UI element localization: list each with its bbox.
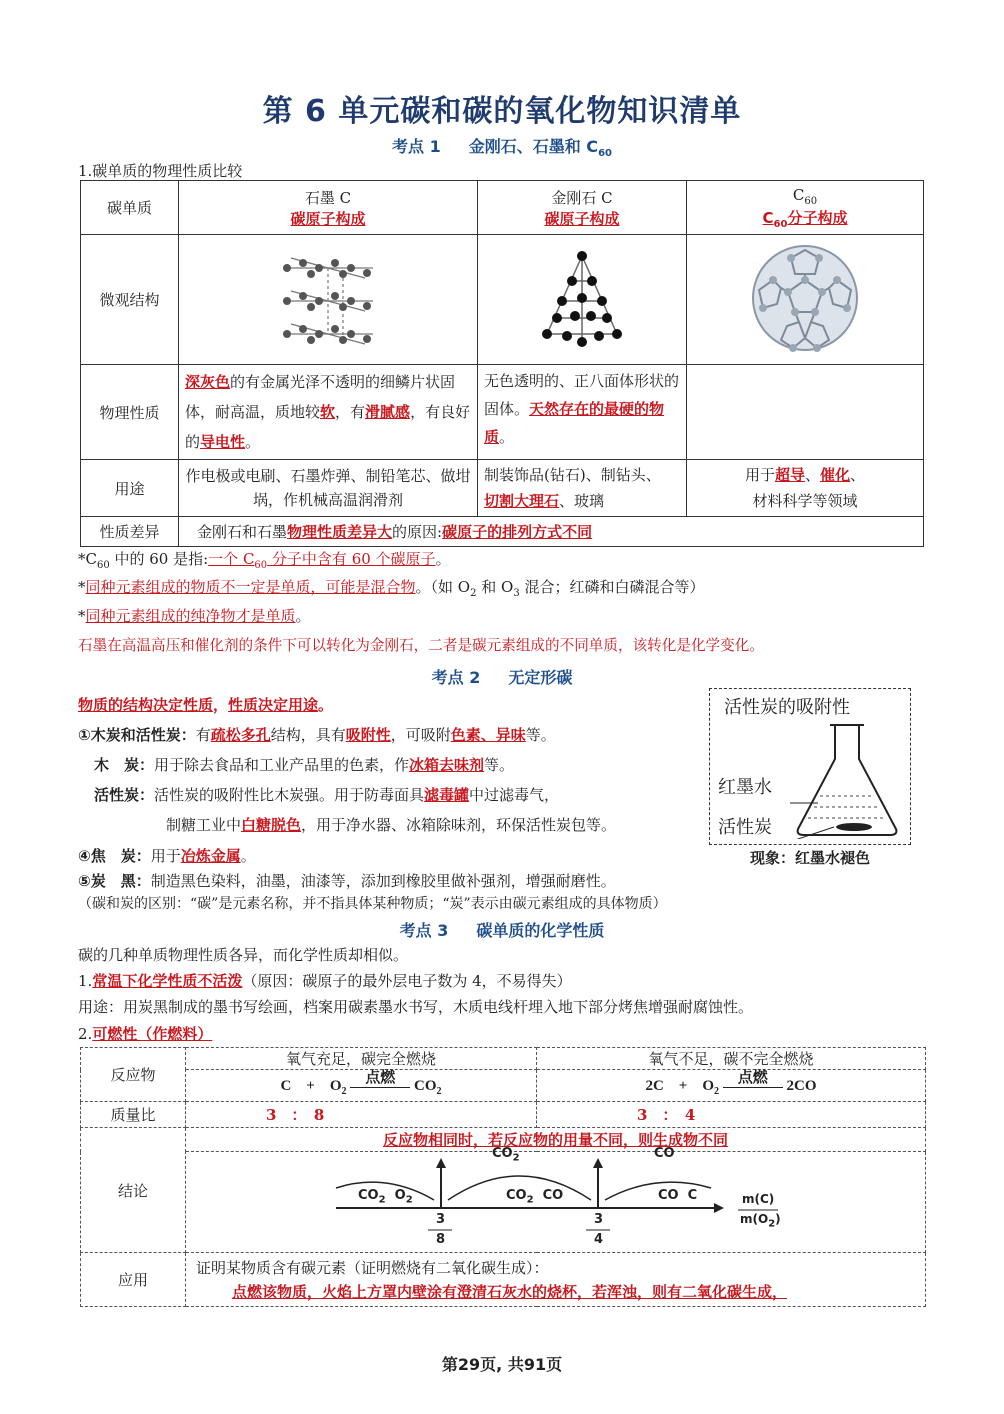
amorphous-line-5: ④焦 炭：用于冶炼金属。 [78, 847, 256, 865]
diamond-lattice-icon [527, 246, 637, 350]
buckyball-icon [747, 240, 863, 356]
c60-uses: 用于超导、催化、 材料科学等领域 [687, 460, 924, 517]
graphite-structure-image [179, 235, 478, 365]
combustion-diagram: $CO_2$ CO $CO_2$ $O_2$ $CO_2$ CO CO C 3 8 3 4 m(C) $m(O_2)$ [186, 1152, 926, 1253]
adsorption-diagram-box [709, 688, 911, 845]
chem-intro: 碳的几种单质物理性质各异，而化学性质却相似。 [78, 946, 409, 964]
adsorption-caption: 现象：红墨水褪色 [750, 849, 871, 867]
chem-use: 用途：用炭黑制成的墨书写绘画，档案用碳素墨水书写，木质电线杆埋入地下部分烤焦增强耐腐蚀性。 [78, 998, 754, 1016]
amorphous-line-2: 木 炭：用于除去食品和工业产品里的色素，作冰箱去味剂等。 [94, 756, 515, 774]
graphite-properties: 深灰色的有金属光泽不透明的细鳞片状固体，耐高温，质地较软，有滑腻感，有良好的导电性。 [179, 365, 478, 460]
combustion-table [80, 1047, 926, 1307]
amorphous-lead: 物质的结构决定性质，性质决定用途。 [78, 696, 334, 714]
graphite-lattice-icon [273, 246, 383, 350]
note-pure: *同种元素组成的纯净物才是单质。 [78, 607, 311, 625]
conclusion-text: 反应物相同时，若反应物的用量不同，则生成物不同 [186, 1128, 926, 1152]
application-text: 证明某物质含有碳元素（证明燃烧有二氧化碳生成）： 点燃该物质，火焰上方罩内壁涂有澄清石灰水的烧杯，若浑浊，则有二氧化碳生成， [186, 1253, 926, 1307]
row-label: 物理性质 [81, 365, 179, 460]
row-label: 应用 [81, 1253, 186, 1307]
adsorption-title: 活性炭的吸附性 [724, 697, 850, 718]
row-label: 结论 [81, 1128, 186, 1253]
amorphous-line-4: 制糖工业中白糖脱色，用于净水器、冰箱除味剂，环保活性炭包等。 [166, 816, 617, 834]
label-activated-carbon: 活性炭 [718, 817, 772, 838]
property-difference: 金刚石和石墨物理性质差异大的原因:碳原子的排列方式不同 [179, 517, 924, 547]
page-title: 第 6 单元碳和碳的氧化物知识清单 [262, 94, 742, 129]
row-label: 用途 [81, 460, 179, 517]
section-heading-1: 考点 1 金刚石、石墨和 $C_{60}$ [392, 137, 612, 160]
chem-point-2: 2.可燃性（作燃料） [78, 1025, 213, 1043]
diamond-header: 金刚石 C 碳原子构成 [478, 181, 687, 235]
note-element: *同种元素组成的物质不一定是单质，可能是混合物。（如 $O_2$ 和 $O_3$ 混合；红磷和白磷混合等） [78, 578, 705, 599]
chem-point-1: 1.常温下化学性质不活泼（原因：碳原子的最外层电子数为 4，不易得失） [78, 972, 572, 990]
carbon-allotrope-table [80, 180, 924, 547]
amorphous-line-6: ⑤炭 黑：制造黑色染料，油墨，油漆等，添加到橡胶里做补强剂，增强耐磨性。 [78, 872, 616, 890]
page-footer: 第29页, 共91页 [441, 1355, 563, 1374]
amorphous-line-1: ①木炭和活性炭：有疏松多孔结构，具有吸附性，可吸附色素、异味等。 [78, 726, 556, 744]
diamond-properties: 无色透明的、正八面体形状的固体。天然存在的最硬的物质。 [478, 365, 687, 460]
incomplete-mass-ratio: 3 ： 4 [537, 1102, 926, 1128]
incomplete-equation: 2C + $O_2$ 点燃 2CO [537, 1070, 926, 1102]
section-heading-3: 考点 3 碳单质的化学性质 [399, 921, 605, 940]
note-transform: 石墨在高温高压和催化剂的条件下可以转化为金刚石，二者是碳元素组成的不同单质，该转化是化学变化。 [78, 637, 764, 654]
complete-equation: C + $O_2$ 点燃 $CO_2$ [186, 1070, 537, 1102]
incomplete-combustion-title: 氧气不足，碳不完全燃烧 [537, 1048, 926, 1070]
row-label: 碳单质 [81, 181, 179, 235]
graphite-uses: 作电极或电刷、石墨炸弹、制铅笔芯、做坩埚，作机械高温润滑剂 [179, 460, 478, 517]
diamond-structure-image [478, 235, 687, 365]
amorphous-line-7: （碳和炭的区别：“碳”是元素名称，并不指具体某种物质；“炭”表示由碳元素组成的具体物质） [78, 896, 667, 912]
table1-heading: 1.碳单质的物理性质比较 [78, 162, 243, 180]
flask-icon [790, 721, 905, 839]
section-heading-2: 考点 2 无定形碳 [431, 668, 573, 687]
c60-structure-image [687, 235, 924, 365]
row-label: 性质差异 [81, 517, 179, 547]
graphite-header: 石墨 C 碳原子构成 [179, 181, 478, 235]
diamond-uses: 制装饰品(钻石)、制钻头、 切割大理石、玻璃 [478, 460, 687, 517]
row-label: 反应物 [81, 1048, 186, 1102]
note-c60: $*C_{60}$ 中的 60 是指:一个 $C_{60}$ 分子中含有 60 个碳原子。 [78, 550, 451, 571]
kp1-name: 金刚石、石墨和 C [468, 137, 599, 156]
label-red-ink: 红墨水 [718, 777, 772, 798]
c60-header: $C_{60}$ $C_{60}$分子构成 [687, 181, 924, 235]
row-label: 微观结构 [81, 235, 179, 365]
complete-mass-ratio: 3 ： 8 [186, 1102, 537, 1128]
c60-properties [687, 365, 924, 460]
kp1-label: 考点 1 [392, 137, 441, 156]
complete-combustion-title: 氧气充足，碳完全燃烧 [186, 1048, 537, 1070]
amorphous-line-3: 活性炭：活性炭的吸附性比木炭强。用于防毒面具滤毒罐中过滤毒气， [94, 786, 560, 804]
row-label: 质量比 [81, 1102, 186, 1128]
